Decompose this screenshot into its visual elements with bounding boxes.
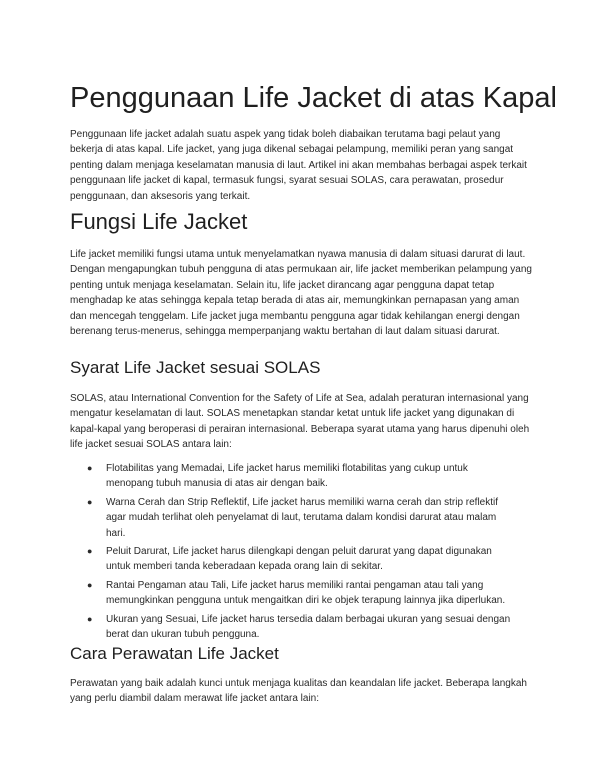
list-item bbox=[70, 544, 516, 575]
syarat-paragraph: SOLAS, atau International Convention for the Safety of Life at Sea, adalah peraturan internasional yang mengatur keselamatan di laut. SOLAS menetapkan standar ketat untuk life jacket yang digunakan di kapal-kapal yang beroperasi di perairan internasional. Beberapa syarat utama yang harus dipenuhi oleh life jacket sesuai SOLAS antara lain: bbox=[70, 393, 530, 451]
list-item-text: Rantai Pengaman atau Tali, Life jacket harus memiliki rantai pengaman atau tali yang memungkinkan pengguna untuk mengaitkan diri ke objek terapung lainnya jika diperlukan. bbox=[106, 579, 506, 607]
list-item-text: Warna Cerah dan Strip Reflektif, Life jacket harus memiliki warna cerah dan strip reflektif agar mudah terlihat oleh penyelamat di laut, terutama dalam kondisi darurat atau malam hari. bbox=[106, 496, 499, 539]
bullet-icon: ● bbox=[87, 463, 93, 473]
list-item bbox=[70, 495, 516, 541]
bullet-icon: ● bbox=[87, 579, 93, 590]
syarat-list bbox=[70, 461, 535, 645]
list-item bbox=[70, 612, 516, 643]
document-title: Penggunaan Life Jacket di atas Kapal bbox=[70, 82, 557, 114]
list-item-text: Ukuran yang Sesuai, Life jacket harus tersedia dalam berbagai ukuran yang sesuai dengan berat dan ukuran tubuh pengguna. bbox=[106, 613, 511, 641]
intro-paragraph: Penggunaan life jacket adalah suatu aspek yang tidak boleh diabaikan terutama bagi pelaut yang bekerja di atas kapal. Life jacket, yang juga dikenal sebagai pelampung, memiliki peran yang sangat penting dalam menjaga keselamatan manusia di laut. Artikel ini akan membahas berbagai aspek terkait penggunaan life jacket di kapal, termasuk fungsi, syarat sesuai SOLAS, cara perawatan, prosedur penggunaan, dan aksesoris yang terkait. bbox=[70, 129, 527, 202]
perawatan-paragraph: Perawatan yang baik adalah kunci untuk menjaga kualitas dan keandalan life jacket. Beberapa langkah yang perlu diambil dalam merawat life jacket antara lain: bbox=[70, 678, 527, 705]
list-item bbox=[70, 461, 516, 492]
list-item bbox=[70, 578, 516, 609]
list-item-text: Peluit Darurat, Life jacket harus dilengkapi dengan peluit darurat yang dapat digunakan untuk memberi tanda keberadaan kepada orang lain di sekitar. bbox=[106, 546, 492, 573]
bullet-icon: ● bbox=[87, 613, 93, 624]
heading-fungsi: Fungsi Life Jacket bbox=[70, 209, 248, 234]
heading-perawatan: Cara Perawatan Life Jacket bbox=[70, 644, 279, 663]
bullet-icon: ● bbox=[87, 496, 93, 507]
bullet-icon: ● bbox=[87, 546, 93, 557]
heading-syarat: Syarat Life Jacket sesuai SOLAS bbox=[70, 358, 321, 377]
list-item-text: Flotabilitas yang Memadai, Life jacket harus memiliki flotabilitas yang cukup untuk menopang tubuh manusia di atas air dengan baik. bbox=[106, 463, 468, 490]
fungsi-paragraph: Life jacket memiliki fungsi utama untuk menyelamatkan nyawa manusia di dalam situasi darurat di laut. Dengan mengapungkan tubuh pengguna di atas permukaan air, life jacket memberikan pelampung yang penting untuk menjaga keselamatan. Selain itu, life jacket dirancang agar pengguna dapat tetap menghadap ke atas sehingga kepala tetap berada di atas air, memungkinkan pernapasan yang aman dan mencegah tenggelam. Life jacket juga membantu pengguna agar tidak kehilangan energi dengan berenang terus-menerus, sehingga memperpanjang waktu bertahan di laut dalam situasi darurat. bbox=[70, 249, 532, 338]
